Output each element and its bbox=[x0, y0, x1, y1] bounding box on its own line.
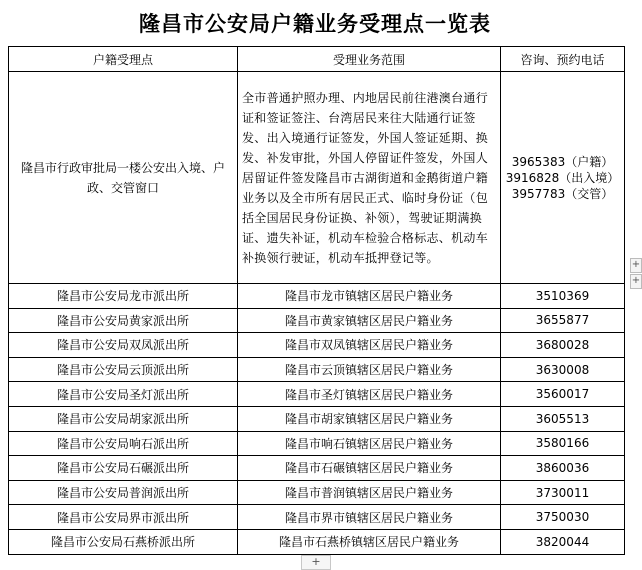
cell-scope[interactable]: 隆昌市龙市镇辖区居民户籍业务 bbox=[238, 284, 501, 309]
header-office[interactable]: 户籍受理点 bbox=[9, 47, 238, 72]
cell-office[interactable]: 隆昌市公安局黄家派出所 bbox=[9, 308, 238, 333]
cell-office[interactable]: 隆昌市公安局普润派出所 bbox=[9, 480, 238, 505]
header-phone[interactable]: 咨询、预约电话 bbox=[501, 47, 625, 72]
add-row-icon[interactable]: + bbox=[301, 555, 331, 570]
cell-office[interactable]: 隆昌市公安局云顶派出所 bbox=[9, 357, 238, 382]
table-row bbox=[9, 382, 625, 407]
phone-traffic: 3957783（交管） bbox=[511, 186, 614, 201]
cell-office[interactable]: 隆昌市公安局界市派出所 bbox=[9, 505, 238, 530]
cell-scope[interactable]: 隆昌市普润镇辖区居民户籍业务 bbox=[238, 480, 501, 505]
cell-office[interactable]: 隆昌市公安局圣灯派出所 bbox=[9, 382, 238, 407]
cell-phone[interactable]: 3655877 bbox=[501, 308, 625, 333]
cell-scope[interactable]: 隆昌市响石镇辖区居民户籍业务 bbox=[238, 431, 501, 456]
cell-scope[interactable]: 隆昌市黄家镇辖区居民户籍业务 bbox=[238, 308, 501, 333]
cell-phone[interactable]: 3860036 bbox=[501, 456, 625, 481]
header-scope[interactable]: 受理业务范围 bbox=[238, 47, 501, 72]
table-row bbox=[9, 308, 625, 333]
cell-phone[interactable]: 3820044 bbox=[501, 529, 625, 554]
cell-phone[interactable]: 3630008 bbox=[501, 357, 625, 382]
cell-office[interactable]: 隆昌市公安局胡家派出所 bbox=[9, 406, 238, 431]
table-row bbox=[9, 72, 625, 284]
cell-office[interactable]: 隆昌市公安局龙市派出所 bbox=[9, 284, 238, 309]
registry-table bbox=[8, 46, 625, 555]
table-row bbox=[9, 284, 625, 309]
cell-scope[interactable]: 隆昌市圣灯镇辖区居民户籍业务 bbox=[238, 382, 501, 407]
cell-scope[interactable]: 全市普通护照办理、内地居民前往港澳台通行证和签证签注、台湾居民来往大陆通行证签发、出入境通行证签发，外国人签证延期、换发、补发审批，外国人停留证件签发，外国人居留证件签发隆昌市古湖街道和金鹅街道户籍业务以及全市所有居民正式、临时身份证（包括全国居民身份证换、补领），驾驶证期满换证、遗失补证，机动车检验合格标志、机动车补换领行驶证，机动车抵押登记等。 bbox=[238, 72, 501, 284]
add-column-icon[interactable]: + bbox=[630, 258, 642, 273]
cell-phone[interactable]: 3605513 bbox=[501, 406, 625, 431]
cell-office[interactable]: 隆昌市公安局双凤派出所 bbox=[9, 333, 238, 358]
table-header-row bbox=[9, 47, 625, 72]
cell-office[interactable]: 隆昌市行政审批局一楼公安出入境、户政、交管窗口 bbox=[9, 72, 238, 284]
table-row bbox=[9, 480, 625, 505]
table-row bbox=[9, 357, 625, 382]
cell-phone[interactable]: 3510369 bbox=[501, 284, 625, 309]
table-row bbox=[9, 333, 625, 358]
add-column-handle-icon[interactable]: + bbox=[630, 274, 642, 289]
page-title: 隆昌市公安局户籍业务受理点一览表 bbox=[139, 12, 491, 36]
table-row bbox=[9, 505, 625, 530]
cell-phone[interactable]: 3730011 bbox=[501, 480, 625, 505]
cell-phone[interactable]: 3750030 bbox=[501, 505, 625, 530]
cell-scope[interactable]: 隆昌市双凤镇辖区居民户籍业务 bbox=[238, 333, 501, 358]
cell-phone[interactable]: 3580166 bbox=[501, 431, 625, 456]
phone-exit-entry: 3916828（出入境） bbox=[505, 170, 620, 185]
table-row bbox=[9, 406, 625, 431]
cell-phone[interactable]: 3680028 bbox=[501, 333, 625, 358]
cell-phone[interactable]: 3560017 bbox=[501, 382, 625, 407]
cell-scope[interactable]: 隆昌市界市镇辖区居民户籍业务 bbox=[238, 505, 501, 530]
cell-phone[interactable] bbox=[501, 72, 625, 284]
cell-office[interactable]: 隆昌市公安局响石派出所 bbox=[9, 431, 238, 456]
cell-office[interactable]: 隆昌市公安局石燕桥派出所 bbox=[9, 529, 238, 554]
phone-household: 3965383（户籍） bbox=[511, 154, 614, 169]
table-row bbox=[9, 431, 625, 456]
table-row bbox=[9, 529, 625, 554]
cell-scope[interactable]: 隆昌市胡家镇辖区居民户籍业务 bbox=[238, 406, 501, 431]
cell-scope[interactable]: 隆昌市云顶镇辖区居民户籍业务 bbox=[238, 357, 501, 382]
cell-scope[interactable]: 隆昌市石碾镇辖区居民户籍业务 bbox=[238, 456, 501, 481]
table-row bbox=[9, 456, 625, 481]
cell-office[interactable]: 隆昌市公安局石碾派出所 bbox=[9, 456, 238, 481]
cell-scope[interactable]: 隆昌市石燕桥镇辖区居民户籍业务 bbox=[238, 529, 501, 554]
